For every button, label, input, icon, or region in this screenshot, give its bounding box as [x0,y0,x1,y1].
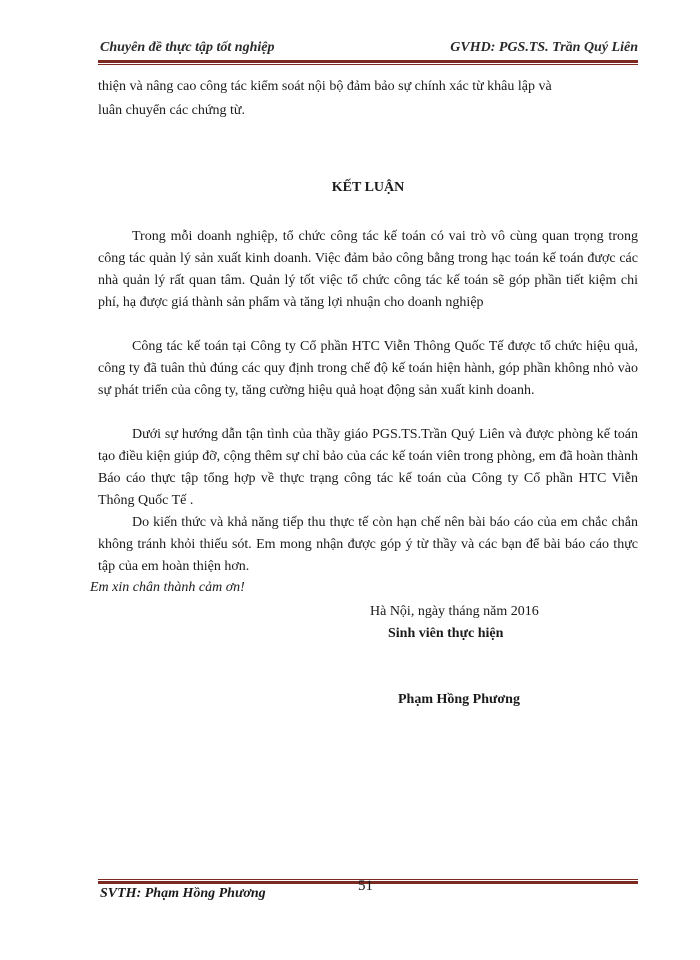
paragraph-3: Dưới sự hướng dẫn tận tình của thầy giáo PGS.TS.Trần Quý Liên và được phòng kế toán tạo điều kiện giúp đỡ, cộng thêm sự chỉ bảo của các kế toán viên trong phòng, em đã hoàn thành Báo cáo thực tập tổng hợp về thực trạng công tác kế toán của Công ty Cổ phần HTC Viễn Thông Quốc Tế . [98,427,638,508]
intro-line-2: luân chuyển các chứng từ. [98,103,245,118]
document-body [98,0,638,960]
paragraph-4: Do kiến thức và khả năng tiếp thu thực tế còn hạn chế nên bài báo cáo của em chắc chắn không tránh khỏi thiếu sót. Em mong nhận được góp ý từ thầy và các bạn để bài báo cáo thực tập của em hoàn thiện hơn. [98,515,638,574]
thanks-line: Em xin chân thành cảm ơn! [90,580,245,595]
signer-name: Phạm Hồng Phương [398,692,520,707]
header-course-title: Chuyên đề thực tập tốt nghiệp [100,40,275,55]
intro-line-1: thiện và nâng cao công tác kiểm soát nội bộ đảm bảo sự chính xác từ khâu lập và [98,79,552,94]
footer-student: SVTH: Phạm Hồng Phương [100,886,266,901]
header-supervisor: GVHD: PGS.TS. Trần Quý Liên [450,40,638,55]
date-line: Hà Nội, ngày tháng năm 2016 [370,604,539,619]
paragraph-1: Trong mỗi doanh nghiệp, tổ chức công tác kế toán có vai trò vô cùng quan trọng trong công tác quản lý sản xuất kinh doanh. Việc đảm bảo công bằng trong hạc toán kế toán được các nhà quản lý rất quan tâm. Quản lý tốt việc tổ chức công tác kế toán sẽ góp phần tiết kiệm chi phí, hạ được giá thành sản phẩm và tăng lợi nhuận cho doanh nghiệp [98,229,638,310]
signer-title: Sinh viên thực hiện [388,626,504,641]
page-number: 51 [358,878,373,894]
section-heading: KẾT LUẬN [331,180,405,195]
paragraph-2: Công tác kế toán tại Công ty Cổ phần HTC Viễn Thông Quốc Tế được tổ chức hiệu quả, công ty đã tuân thủ đúng các quy định trong chế độ kế toán hiện hành, góp phần không nhỏ vào sự phát triển của công ty, tăng cường hiệu quả hoạt động sản xuất kinh doanh. [98,339,638,398]
